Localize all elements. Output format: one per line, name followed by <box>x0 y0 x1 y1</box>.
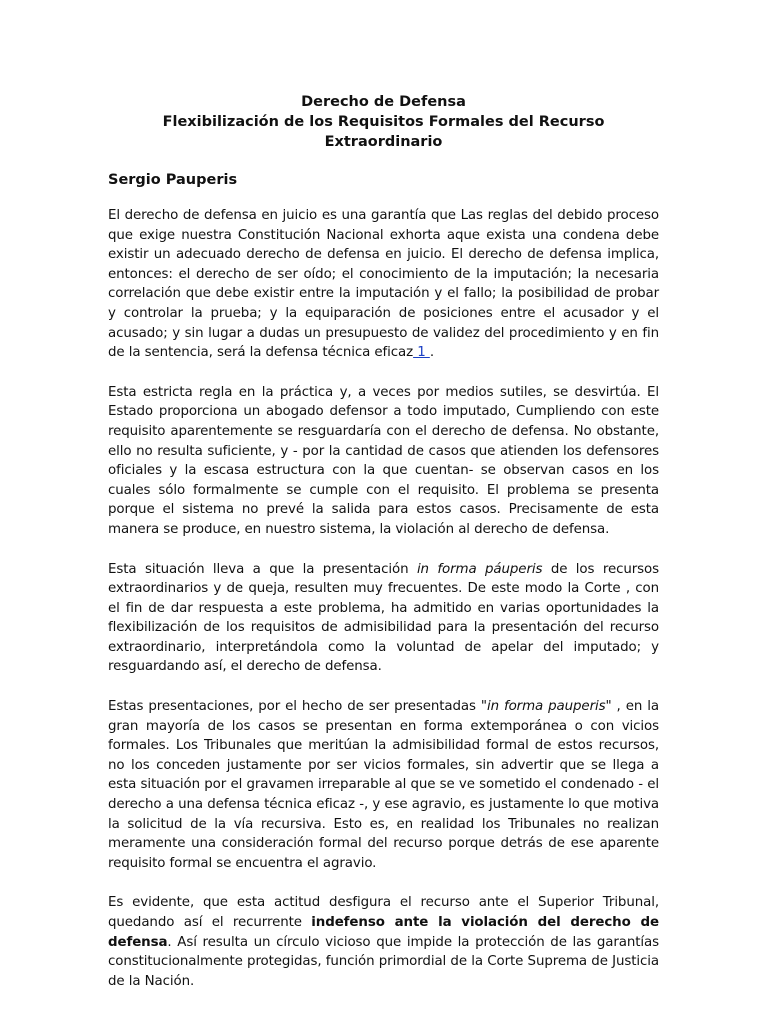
paragraph-3-italic: in forma páuperis <box>416 561 543 577</box>
paragraph-1 <box>108 206 659 363</box>
paragraph-4-after: , en la gran mayoría de los casos se presentan en forma extemporánea o con vicios formales. Los Tribunales que meritúan la admisibilidad formal de estos recursos, no los conceden justamente por ser vicios formales, sin advertir que se llega a esta situación por el gravamen irreparable al que se ve sometido el condenado - el derecho a una defensa técnica eficaz -, y ese agravio, es justamente lo que motiva la solicitud de la vía recursiva. Esto es, en realidad los Tribunales no realizan meramente una consideración formal del recurso porque detrás de ese aparente requisito formal se encuentra el agravio. <box>108 699 659 871</box>
paragraph-1-text: El derecho de defensa en juicio es una garantía que Las reglas del debido proceso que exige nuestra Constitución Nacional exhorta aque exista una condena debe existir un adecuado derecho de defensa en juicio. El derecho de defensa implica, entonces: el derecho de ser oído; el conocimiento de la imputación; la necesaria correlación que debe existir entre la imputación y el fallo; la posibilidad de probar y controlar la prueba; y la equiparación de posiciones entre el acusador y el acusado; y sin lugar a dudas un presupuesto de validez del procedimiento y en fin de la sentencia, será la defensa técnica eficaz <box>108 208 659 361</box>
paragraph-3-after: de los recursos extraordinarios y de queja, resulten muy frecuentes. De este modo la Corte , con el fin de dar respuesta a este problema, ha admitido en varias oportunidades la flexibilización de los requisitos de admisibilidad para la presentación del recurso extraordinario, interpretándola como la voluntad de apelar del imputado; y resguardando así, el derecho de defensa. <box>108 561 660 675</box>
document-page <box>108 93 659 1011</box>
paragraph-2: Esta estricta regla en la práctica y, a veces por medios sutiles, se desvirtúa. El Estado proporciona un abogado defensor a todo imputado, Cumpliendo con este requisito aparentemente se resguardaría con el derecho de defensa. No obstante, ello no resulta suficiente, y - por la cantidad de casos que atienden los defensores oficiales y la escasa estructura con la que cuentan- se observan casos en los cuales sólo formalmente se cumple con el requisito. El problema se presenta porque el sistema no prevé la salida para estos casos. Precisamente de esta manera se produce, en nuestro sistema, la violación al derecho de defensa. <box>108 384 659 537</box>
author-name: Sergio Pauperis <box>108 172 238 188</box>
paragraph-4 <box>108 697 659 873</box>
document-subtitle: Flexibilización de los Requisitos Formales del Recurso Extraordinario <box>162 114 605 150</box>
paragraph-1-end: . <box>429 345 434 361</box>
paragraph-5-after: . Así resulta un círculo vicioso que impide la protección de las garantías constitucionalmente protegidas, función primordial de la Corte Suprema de Justicia de la Nación. <box>108 934 659 989</box>
document-title: Derecho de Defensa <box>301 94 466 110</box>
paragraph-5-bold: indefenso ante la violación del derecho de defensa <box>108 915 659 950</box>
paragraph-3-before: Esta situación lleva a que la presentación <box>108 561 417 577</box>
paragraph-5 <box>108 893 659 991</box>
paragraph-4-before: Estas presentaciones, por el hecho de ser presentadas <box>108 699 481 715</box>
paragraph-4-italic: "in forma pauperis" <box>480 699 612 715</box>
paragraph-5-before: Es evidente, que esta actitud desfigura el recurso ante el Superior Tribunal, quedando así el recurrente <box>108 895 659 930</box>
footnote-link-1[interactable]: 1 <box>413 345 430 361</box>
paragraph-3 <box>108 560 659 678</box>
